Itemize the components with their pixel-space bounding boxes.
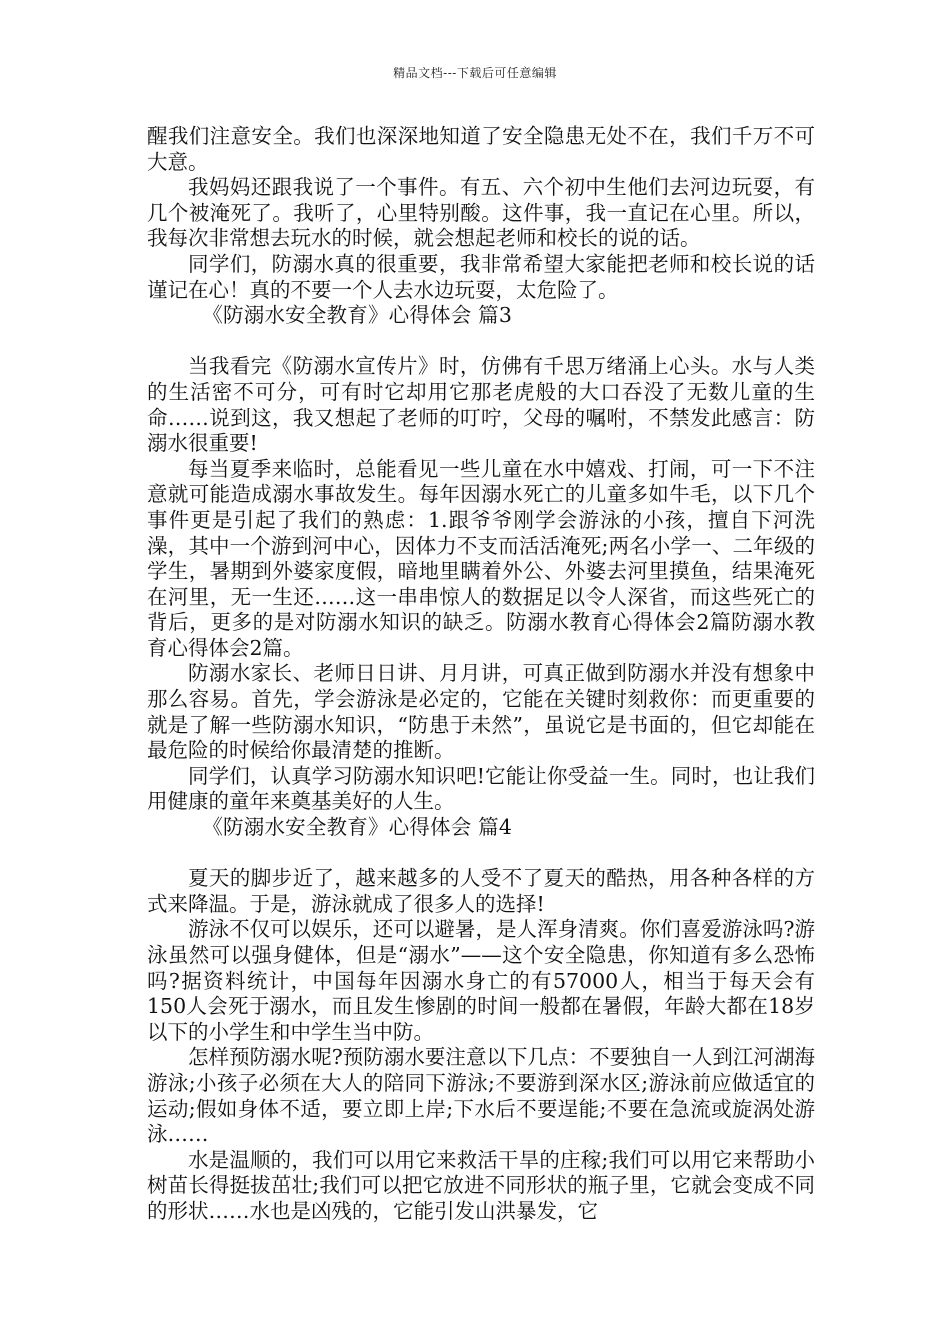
paragraph: 怎样预防溺水呢?预防溺水要注意以下几点：不要独自一人到江河湖海游泳;小孩子必须在大人的陪同下游泳;不要游到深水区;游泳前应做适宜的运动;假如身体不适，要立即上岸;下水后不要逞能;不要在急流或旋涡处游泳…… (147, 1045, 815, 1147)
section-heading: 《防溺水安全教育》心得体会 篇4 (202, 815, 513, 840)
paragraph: 同学们，防溺水真的很重要，我非常希望大家能把老师和校长说的话谨记在心！真的不要一个人去水边玩耍，太危险了。 (147, 251, 815, 302)
section-heading: 《防溺水安全教育》心得体会 篇3 (202, 303, 513, 328)
page-header: 精品文档---下载后可任意编辑 (393, 66, 557, 80)
paragraph: 防溺水家长、老师日日讲、月月讲，可真正做到防溺水并没有想象中那么容易。首先，学会游泳是必定的，它能在关键时刻救你：而更重要的就是了解一些防溺水知识，“防患于未然”，虽说它是书面的，但它却能在最危险的时候给你最清楚的推断。 (147, 661, 815, 763)
paragraph: 醒我们注意安全。我们也深深地知道了安全隐患无处不在，我们千万不可大意。 (147, 124, 815, 174)
paragraph: 同学们，认真学习防溺水知识吧!它能让你受益一生。同时，也让我们用健康的童年来奠基美好的人生。 (147, 763, 815, 814)
paragraph: 我妈妈还跟我说了一个事件。有五、六个初中生他们去河边玩耍，有几个被淹死了。我听了，心里特别酸。这件事，我一直记在心里。所以，我每次非常想去玩水的时候，就会想起老师和校长的说的话。 (147, 175, 815, 251)
paragraph: 当我看完《防溺水宣传片》时，仿佛有千思万绪涌上心头。水与人类的生活密不可分，可有时它却用它那老虎般的大口吞没了无数儿童的生命……说到这，我又想起了老师的叮咛，父母的嘱咐，不禁发此感言：防溺水很重要! (147, 354, 815, 456)
paragraph: 游泳不仅可以娱乐，还可以避暑，是人浑身清爽。你们喜爱游泳吗?游泳虽然可以强身健体，但是“溺水”——这个安全隐患，你知道有多么恐怖吗?据资料统计，中国每年因溺水身亡的有57000人，相当于每天会有150人会死于溺水，而且发生惨剧的时间一般都在暑假，年龄大都在18岁以下的小学生和中学生当中防。 (147, 917, 815, 1044)
document-body (147, 124, 815, 1225)
paragraph: 水是温顺的，我们可以用它来救活干旱的庄稼;我们可以用它来帮助小树苗长得挺拔茁壮;我们可以把它放进不同形状的瓶子里，它就会变成不同的形状……水也是凶残的，它能引发山洪暴发，它 (147, 1147, 815, 1223)
paragraph: 每当夏季来临时，总能看见一些儿童在水中嬉戏、打闹，可一下不注意就可能造成溺水事故发生。每年因溺水死亡的儿童多如牛毛，以下几个事件更是引起了我们的熟虑：1.跟爷爷刚学会游泳的小孩，擅自下河洗澡，其中一个游到河中心，因体力不支而活活淹死;两名小学一、二年级的学生，暑期到外婆家度假，暗地里瞒着外公、外婆去河里摸鱼，结果淹死在河里，无一生还……这一串串惊人的数据足以令人深省，而这些死亡的背后，更多的是对防溺水知识的缺乏。防溺水教育心得体会2篇防溺水教育心得体会2篇。 (147, 456, 815, 660)
paragraph: 夏天的脚步近了，越来越多的人受不了夏天的酷热，用各种各样的方式来降温。于是，游泳就成了很多人的选择! (147, 866, 815, 916)
